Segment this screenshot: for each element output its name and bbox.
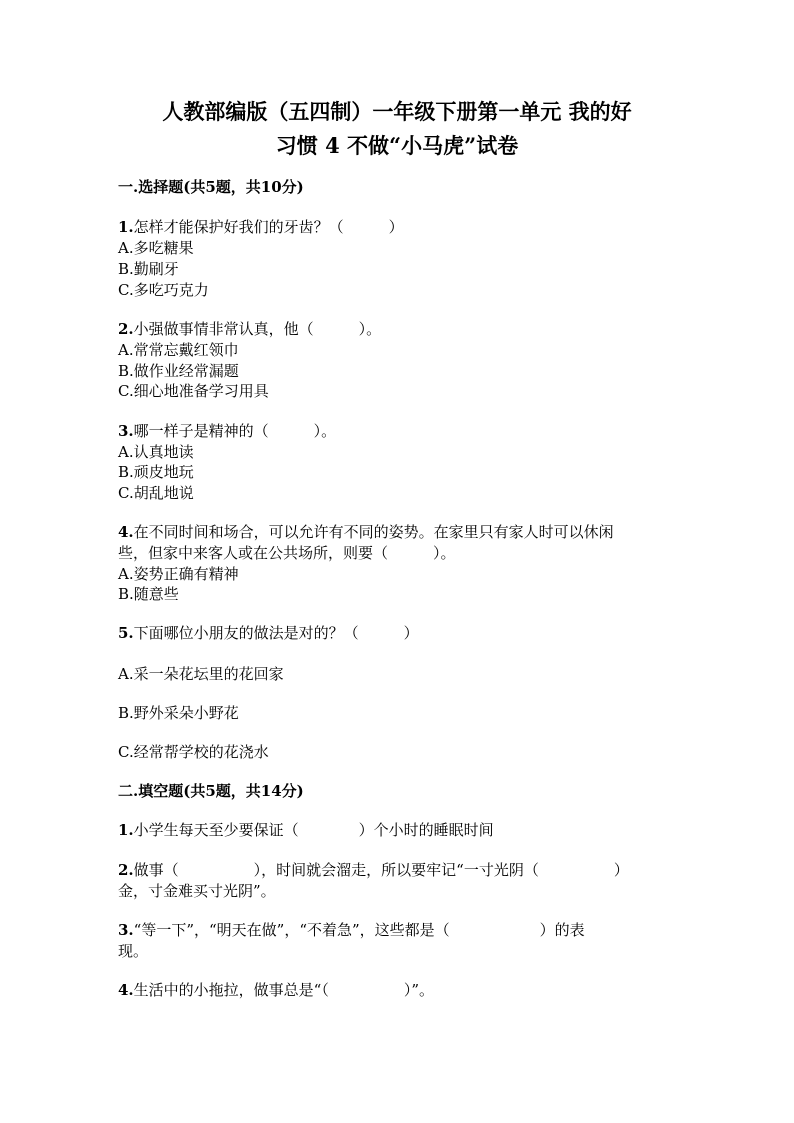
question-2-1: [118, 820, 494, 840]
question-number: 2.: [118, 320, 134, 338]
question-1-2: [118, 319, 381, 339]
option-1-2-b: B.做作业经常漏题: [118, 362, 239, 380]
option-1-5-c: C.经常帮学校的花浇水: [118, 743, 269, 761]
question-1-4-continued: 些，但家中来客人或在公共场所，则要（ ）。: [118, 544, 456, 562]
section-2-heading: 二.填空题(共5题，共14分): [118, 782, 304, 800]
question-2-3: [118, 920, 585, 940]
question-number: 5.: [118, 624, 134, 642]
question-text: 怎样才能保护好我们的牙齿？（ ）: [133, 218, 404, 236]
question-number: 2.: [118, 861, 134, 879]
option-1-1-a: A.多吃糖果: [118, 239, 194, 257]
question-1-4: [118, 522, 614, 542]
option-1-5-a: A.采一朵花坛里的花回家: [118, 665, 284, 683]
option-1-5-b: B.野外采朵小野花: [118, 704, 239, 722]
question-number: 4.: [118, 981, 134, 999]
option-1-1-b: B.勤刷牙: [118, 260, 179, 278]
question-text: “等一下”，“明天在做”，“不着急”，这些都是（ ）的表: [133, 921, 585, 939]
option-1-3-b: B.顽皮地玩: [118, 463, 194, 481]
question-2-2-continued: 金，寸金难买寸光阴”。: [118, 882, 276, 900]
question-text: 做事（ ），时间就会溜走，所以要牢记“一寸光阴（ ）: [133, 861, 629, 879]
page-title-line-1: 人教部编版（五四制）一年级下册第一单元 我的好: [162, 99, 632, 124]
option-1-4-b: B.随意些: [118, 585, 179, 603]
option-1-4-a: A.姿势正确有精神: [118, 565, 239, 583]
question-1-5: [118, 623, 419, 643]
question-text: 哪一样子是精神的（ ）。: [133, 422, 337, 440]
option-1-2-a: A.常常忘戴红领巾: [118, 341, 239, 359]
question-1-1: [118, 217, 404, 237]
question-text: 下面哪位小朋友的做法是对的？（ ）: [133, 624, 419, 642]
question-text: 小强做事情非常认真，他（ ）。: [133, 320, 382, 338]
question-text: 生活中的小拖拉，做事总是“（ ）”。: [133, 981, 435, 999]
option-1-3-a: A.认真地读: [118, 443, 194, 461]
question-2-4: [118, 980, 434, 1000]
question-1-3: [118, 421, 336, 441]
question-number: 4.: [118, 523, 134, 541]
question-text: 小学生每天至少要保证（ ）个小时的睡眠时间: [133, 821, 494, 839]
option-1-3-c: C.胡乱地说: [118, 484, 194, 502]
option-1-2-c: C.细心地准备学习用具: [118, 382, 269, 400]
question-number: 3.: [118, 921, 134, 939]
question-2-2: [118, 860, 629, 880]
question-number: 1.: [118, 821, 134, 839]
question-text: 在不同时间和场合，可以允许有不同的姿势。在家里只有家人时可以休闲: [133, 523, 614, 541]
question-number: 1.: [118, 218, 134, 236]
page-title-line-2: 习惯 4 不做“小马虎”试卷: [275, 133, 519, 158]
question-2-3-continued: 现。: [118, 942, 149, 960]
question-number: 3.: [118, 422, 134, 440]
option-1-1-c: C.多吃巧克力: [118, 281, 209, 299]
section-1-heading: 一.选择题(共5题，共10分): [118, 178, 304, 196]
